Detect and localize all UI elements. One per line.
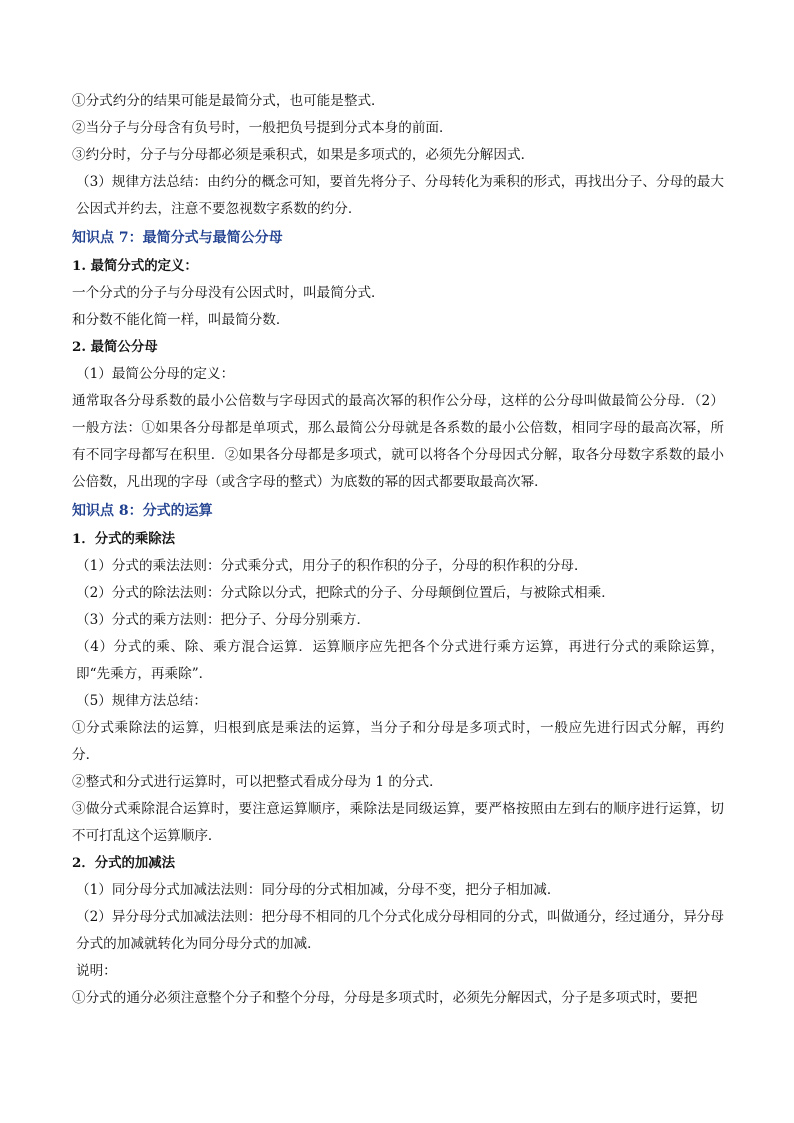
paragraph-6: 和分数不能化简一样，叫最简分数．: [72, 312, 290, 328]
section-heading-7: 知识点 7：最简分式与最简公分母: [72, 230, 283, 246]
paragraph-15: ②整式和分式进行运算时，可以把整式看成分母为 1 的分式．: [72, 774, 443, 790]
paragraph-5: 一个分式的分子与分母没有公因式时，叫最简分式．: [72, 285, 385, 301]
paragraph-16: ③做分式乘除混合运算时，要注意运算顺序，乘除法是同级运算，要严格按照由左到右的顺序进行运算，切不可打乱这个运算顺序．: [72, 801, 724, 844]
paragraph-2: ②当分子与分母含有负号时，一般把负号提到分式本身的前面．: [72, 120, 453, 136]
paragraph-9: （1）分式的乘法法则：分式乘分式，用分子的积作积的分子，分母的积作积的分母．: [76, 558, 588, 574]
paragraph-4: （3）规律方法总结：由约分的概念可知，要首先将分子、分母转化为乘积的形式，再找出分子、分母的最大公因式并约去，注意不要忽视数字系数的约分．: [76, 174, 724, 217]
paragraph-14: ①分式乘除法的运算，归根到底是乘法的运算，当分子和分母是多项式时，一般应先进行因式分解，再约分．: [72, 720, 724, 763]
paragraph-8: 通常取各分母系数的最小公倍数与字母因式的最高次幂的积作公分母，这样的公分母叫做最简公分母．（2）一般方法：①如果各分母都是单项式，那么最简公分母就是各系数的最小公倍数，相同字母的最高次幂，所有不同字母都写在积里．②如果各分母都是多项式，就可以将各个分母因式分解，取各分母数字系数的最小公倍数，凡出现的字母（或含字母的整式）为底数的幂的因式都要取最高次幂．: [72, 393, 724, 490]
paragraph-3: ③约分时，分子与分母都必须是乘积式，如果是多项式的，必须先分解因式．: [72, 147, 535, 163]
paragraph-19: 说明：: [76, 963, 117, 979]
paragraph-18: （2）异分母分式加减法法则：把分母不相同的几个分式化成分母相同的分式，叫做通分，经过通分，异分母分式的加减就转化为同分母分式的加减．: [76, 909, 724, 952]
paragraph-10: （2）分式的除法法则：分式除以分式，把除式的分子、分母颠倒位置后，与被除式相乘．: [76, 585, 615, 601]
paragraph-13: （5）规律方法总结：: [76, 693, 207, 709]
paragraph-20: ①分式的通分必须注意整个分子和整个分母，分母是多项式时，必须先分解因式，分子是多项式时，要把: [72, 990, 698, 1006]
document-page: [72, 88, 724, 1012]
paragraph-7: （1）最简公分母的定义：: [76, 366, 235, 382]
paragraph-17: （1）同分母分式加减法法则：同分母的分式相加减，分母不变，把分子相加减．: [76, 882, 561, 898]
paragraph-11: （3）分式的乘方法则：把分子、分母分别乘方．: [76, 612, 371, 628]
paragraph-12: （4）分式的乘、除、乘方混合运算．运算顺序应先把各个分式进行乘方运算，再进行分式的乘除运算，即“先乘方，再乘除”．: [76, 639, 724, 682]
paragraph-1: ①分式约分的结果可能是最简分式，也可能是整式．: [72, 93, 385, 109]
subheading-lcd: 2. 最简公分母: [72, 339, 158, 355]
subheading-add-sub: 2．分式的加减法: [72, 855, 176, 871]
section-heading-8: 知识点 8：分式的运算: [72, 503, 213, 519]
subheading-simplest-fraction: 1. 最简分式的定义：: [72, 258, 198, 274]
subheading-mul-div: 1．分式的乘除法: [72, 531, 176, 547]
